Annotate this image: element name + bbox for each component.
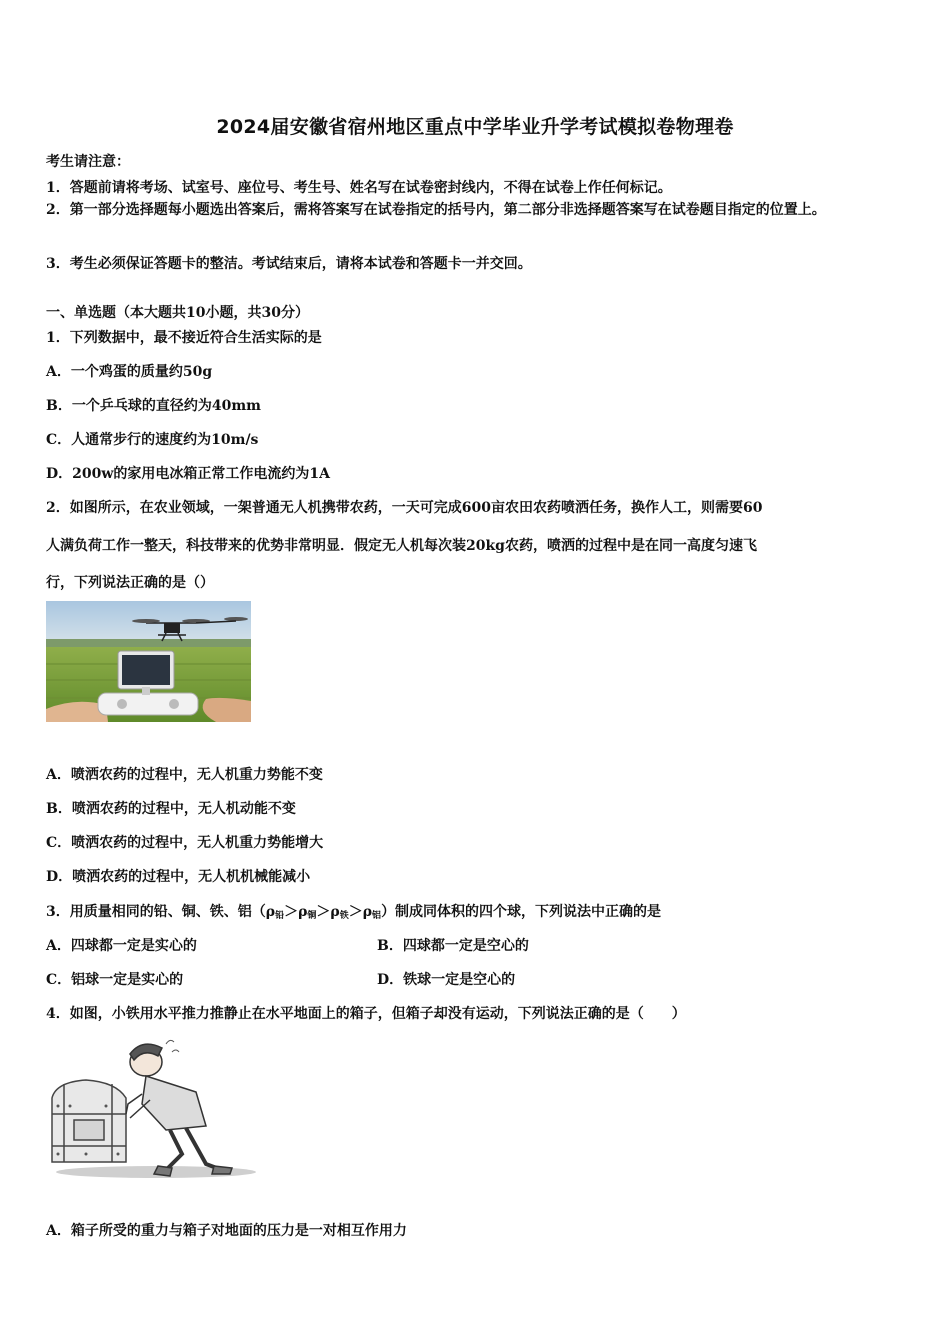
q3-option-b: B．四球都一定是空心的 [377, 938, 529, 954]
q4-stem: 4．如图，小铁用水平推力推静止在水平地面上的箱子，但箱子却没有运动，下列说法正确的是（ ） [46, 1006, 686, 1022]
q2-option-c: C．喷洒农药的过程中，无人机重力势能增大 [46, 835, 324, 851]
gt-2: ＞ [316, 904, 331, 920]
notice-item-2: 2．第一部分选择题每小题选出答案后，需将答案写在试卷指定的括号内，第二部分非选择题答案写在试卷题目指定的位置上。 [46, 202, 826, 218]
rho-iron: ρ [330, 904, 340, 920]
q2-stem-line-3: 行，下列说法正确的是（） [46, 575, 214, 591]
q3-stem [46, 901, 661, 921]
section-heading: 一、单选题（本大题共10小题，共30分） [46, 305, 309, 321]
notice-item-3: 3．考生必须保证答题卡的整洁。考试结束后，请将本试卷和答题卡一并交回。 [46, 256, 532, 272]
q3-option-a: A．四球都一定是实心的 [46, 938, 197, 954]
gt-3: ＞ [348, 904, 363, 920]
q2-option-b: B．喷洒农药的过程中，无人机动能不变 [46, 801, 296, 817]
sub-lead: 铅 [275, 911, 285, 921]
sub-al: 铝 [372, 911, 382, 921]
q4-option-a: A．箱子所受的重力与箱子对地面的压力是一对相互作用力 [46, 1223, 407, 1239]
q3-stem-pre: 3．用质量相同的铅、铜、铁、铝（ [46, 904, 266, 920]
q1-option-b: B．一个乒乓球的直径约为40mm [46, 398, 261, 414]
q1-option-c: C．人通常步行的速度约为10m/s [46, 432, 259, 448]
q3-option-c: C．铝球一定是实心的 [46, 972, 184, 988]
q2-stem-line-1: 2．如图所示，在农业领域，一架普通无人机携带农药，一天可完成600亩农田农药喷洒任务，换作人工，则需要60 [46, 500, 763, 516]
q1-option-a: A．一个鸡蛋的质量约50g [46, 364, 213, 380]
q3-option-d: D．铁球一定是空心的 [377, 972, 516, 988]
sub-copper: 铜 [307, 911, 317, 921]
rho-lead: ρ [265, 904, 276, 920]
notice-heading: 考生请注意： [46, 154, 130, 170]
boy-pushing-box-illustration [46, 1034, 259, 1180]
gt-1: ＞ [284, 904, 299, 920]
sub-iron: 铁 [339, 911, 349, 921]
notice-item-1: 1．答题前请将考场、试室号、座位号、考生号、姓名写在试卷密封线内，不得在试卷上作任何标记。 [46, 180, 672, 196]
rho-copper: ρ [298, 904, 308, 920]
drone-photo [46, 601, 251, 722]
q2-option-d: D．喷洒农药的过程中，无人机机械能减小 [46, 869, 311, 885]
q1-option-d: D．200w的家用电冰箱正常工作电流约为1A [46, 466, 331, 482]
q3-stem-post: ）制成同体积的四个球，下列说法中正确的是 [381, 904, 662, 920]
q2-stem-line-2: 人满负荷工作一整天，科技带来的优势非常明显．假定无人机每次装20kg农药，喷洒的过程中是在同一高度匀速飞 [46, 538, 757, 554]
page-title: 2024届安徽省宿州地区重点中学毕业升学考试模拟卷物理卷 [216, 116, 734, 138]
q1-stem: 1．下列数据中，最不接近符合生活实际的是 [46, 330, 322, 346]
rho-al: ρ [362, 904, 373, 920]
q2-option-a: A．喷洒农药的过程中，无人机重力势能不变 [46, 767, 323, 783]
